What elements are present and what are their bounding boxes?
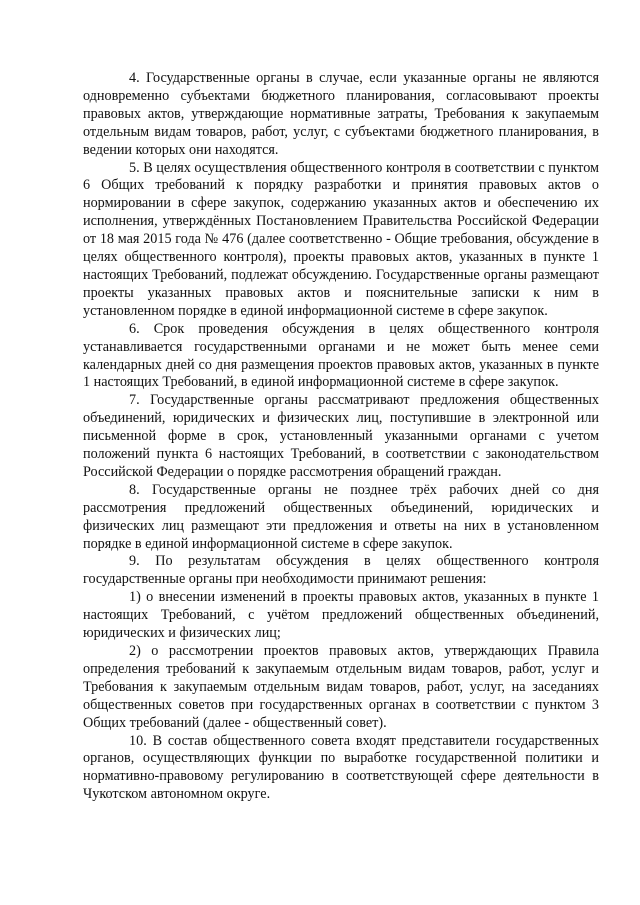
paragraph-item-9: 9. По результатам обсуждения в целях общественного контроля государственные органы при необходимости принимают решения: — [83, 553, 599, 588]
paragraph-item-7: 7. Государственные органы рассматривают предложения общественных объединений, юридических и физических лиц, поступившие в электронной или письменной форме в срок, установленный указанными органами с учетом положений пункта 6 настоящих Требований, в соответствии с законодательством Российской Федерации о порядке рассмотрения обращений граждан. — [83, 392, 599, 480]
paragraph-item-6: 6. Срок проведения обсуждения в целях общественного контроля устанавливается государственными органами и не может быть менее семи календарных дней со дня размещения проектов правовых актов, указанных в пункте 1 настоящих Требований, в единой информационной системе в сфере закупок. — [83, 320, 599, 391]
paragraph-subitem-9-1: 1) о внесении изменений в проекты правовых актов, указанных в пункте 1 настоящих Требований, с учётом предложений общественных объединений, юридических и физических лиц; — [83, 589, 599, 642]
paragraph-item-5: 5. В целях осуществления общественного контроля в соответствии с пунктом 6 Общих требований к порядку разработки и принятия правовых актов о нормировании в сфере закупок, содержанию указанных актов и обеспечению их исполнения, утверждённых Постановлением Правительства Российской Федерации от 18 мая 2015 года № 476 (далее соответственно - Общие требования, обсуждение в целях общественного контроля), проекты правовых актов, указанных в пункте 1 настоящих Требований, подлежат обсуждению. Государственные органы размещают проекты указанных правовых актов и пояснительные записки к ним в установленном порядке в единой информационной системе в сфере закупок. — [83, 159, 599, 319]
paragraph-item-4: 4. Государственные органы в случае, если указанные органы не являются одновременно субъектами бюджетного планирования, согласовывают проекты правовых актов, утверждающие нормативные затраты, Требования к закупаемым отдельным видам товаров, работ, услуг, с субъектами бюджетного планирования, в ведении которых они находятся. — [83, 70, 599, 158]
paragraph-item-10: 10. В состав общественного совета входят представители государственных органов, осуществляющих функции по выработке государственной политики и нормативно-правовому регулированию в соответствующей сфере деятельности в Чукотском автономном округе. — [83, 732, 599, 803]
paragraph-item-8: 8. Государственные органы не позднее трёх рабочих дней со дня рассмотрения предложений общественных объединений, юридических и физических лиц размещают эти предложения и ответы на них в установленном порядке в единой информационной системе в сфере закупок. — [83, 481, 599, 552]
paragraph-subitem-9-2: 2) о рассмотрении проектов правовых актов, утверждающих Правила определения требований к закупаемым отдельным видам товаров, работ, услуг и Требования к закупаемым отдельным видам товаров, работ, услуг, на заседаниях общественных советов при государственных органах в соответствии с пунктом 3 Общих требований (далее - общественный совет). — [83, 643, 599, 731]
